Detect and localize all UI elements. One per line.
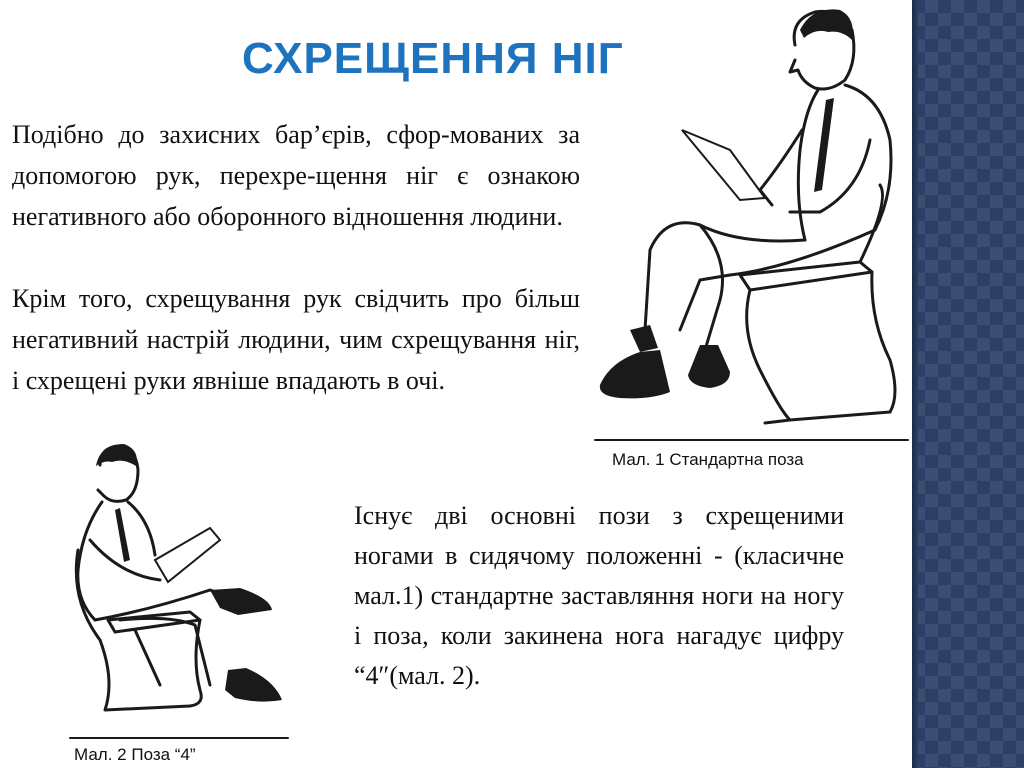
sidebar-edge-shadow [912,0,918,768]
paragraph-arms-vs-legs: Крім того, схрещування рук свідчить про більш негативний настрій людини, чим схрещування ніг, і схрещені руки явніше впадають в очі. [12,284,580,395]
decorative-sidebar [912,0,1024,768]
figure-four-pose [60,440,290,740]
caption-figure-1: Мал. 1 Стандартна поза [612,450,804,469]
paragraph-barriers: Подібно до захисних бар’єрів, сфор-мованих за допомогою рук, перехре-щення ніг є ознакою негативного або оборонного відношення людини. [12,120,580,231]
man-sitting-figure-four-illustration [60,440,290,740]
slide-title: СХРЕЩЕННЯ НІГ [242,34,624,83]
man-sitting-standard-leg-cross-illustration [590,0,910,445]
paragraph-two-poses: Існує дві основні пози з схрещеними ногами в сидячому положенні - (класичне мал.1) стандартне заставляння ноги на ногу і поза, коли закинена нога нагадує цифру “4″(мал. 2). [354,501,844,690]
figure-standard-pose [590,0,910,445]
caption-figure-2: Мал. 2 Поза “4” [74,745,196,764]
